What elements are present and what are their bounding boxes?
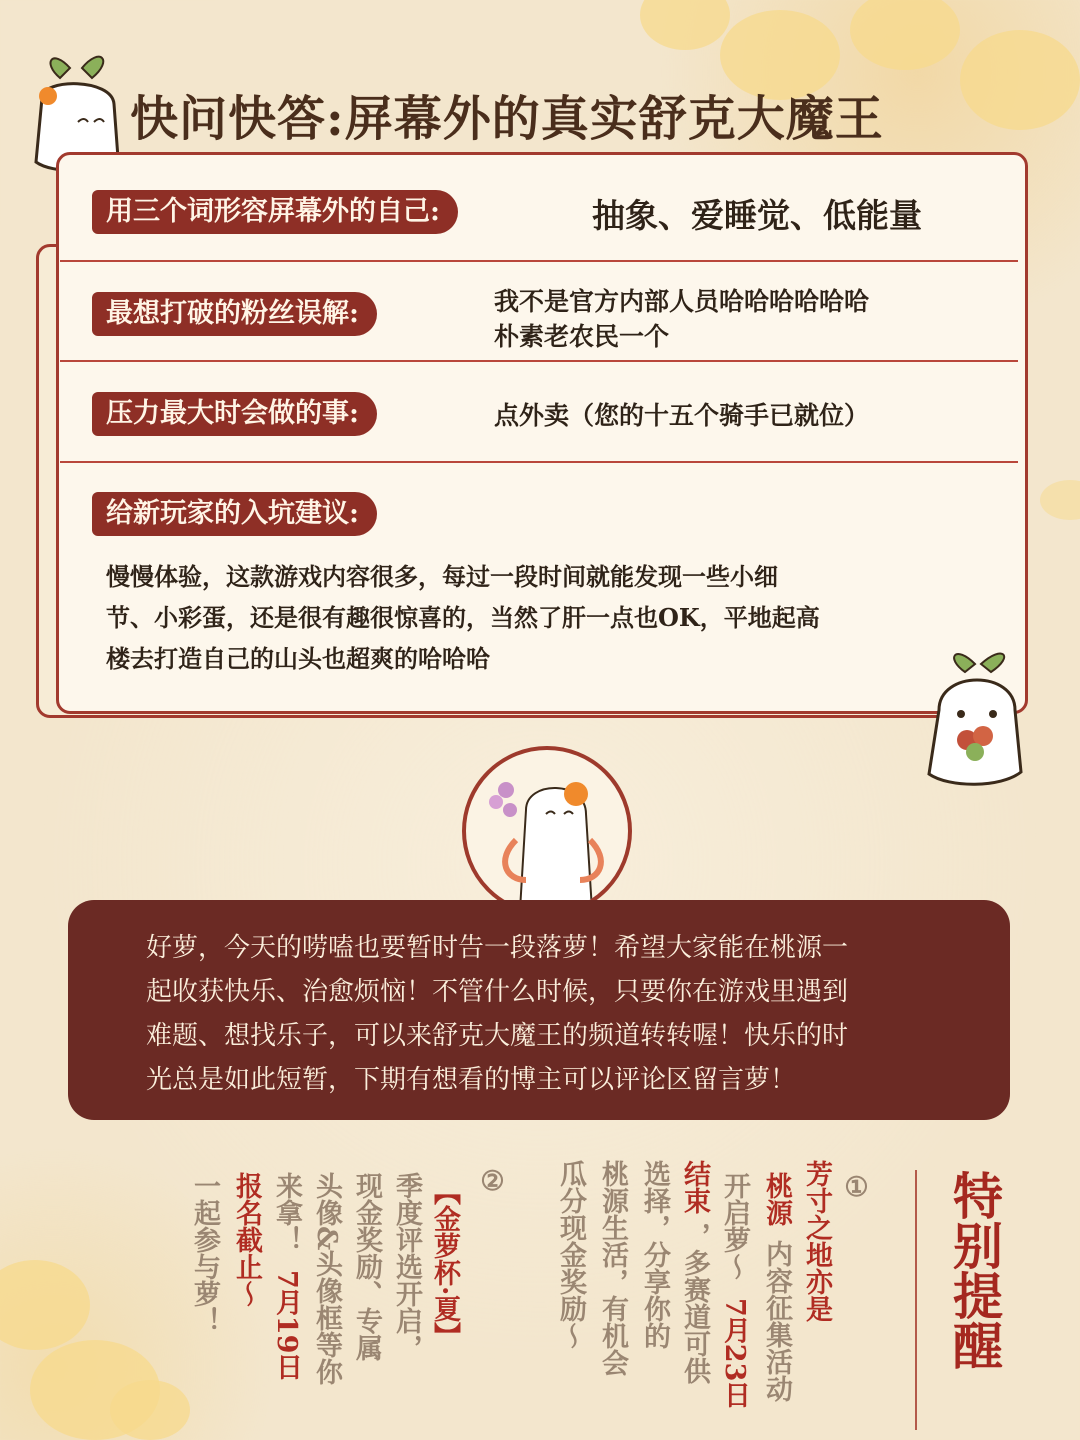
notice-item2-text-b: 现金奖励、专属 — [351, 1172, 382, 1361]
notice-item1-red-a: 芳寸之地亦是 — [801, 1160, 832, 1322]
notice-item1-number: ① — [841, 1172, 872, 1203]
notice-title: 特别提醒 — [945, 1170, 1004, 1370]
notice-item2-text-a: 季度评选开启， — [391, 1172, 422, 1361]
qa-label-3: 压力最大时会做的事: — [92, 392, 377, 436]
notice-divider — [915, 1170, 917, 1430]
notice-item2-number: ② — [477, 1166, 508, 1197]
qa-answer-4-line3: 楼去打造自己的山头也超爽的哈哈哈 — [106, 644, 490, 673]
qa-label-2: 最想打破的粉丝误解: — [92, 292, 377, 336]
notice-item1-text-c: ，多赛道可供 — [679, 1222, 710, 1384]
qa-answer-3: 点外卖（您的十五个骑手已就位） — [494, 401, 870, 430]
notice-item2-red-c: 报名截止～ — [231, 1172, 262, 1307]
mascot-portrait-icon — [466, 750, 628, 912]
page-title: 快问快答:屏幕外的真实舒克大魔王 — [130, 91, 884, 147]
qa-answer-4-line2: 节、小彩蛋，还是很有趣很惊喜的，当然了肝一点也OK，平地起高 — [106, 603, 820, 632]
row-divider — [60, 360, 1018, 362]
notice-item2-text-e: 一起参与萝！ — [189, 1172, 220, 1334]
notice-item1-text-a: 内容征集活动 — [761, 1240, 792, 1402]
row-divider — [60, 461, 1018, 463]
notice-item2-text-d: 来拿！ — [271, 1172, 302, 1253]
row-divider — [60, 260, 1018, 262]
notice-item2-red-b: 7月19日 — [271, 1270, 302, 1381]
notice-item1-text-f: 瓜分现金奖励～ — [555, 1160, 586, 1349]
notice-item1-red-d: 结束 — [679, 1160, 710, 1214]
qa-answer-1: 抽象、爱睡觉、低能量 — [592, 196, 922, 235]
qa-label-4: 给新玩家的入坑建议: — [92, 492, 377, 536]
notice-item2-red-a: 【金萝杯·夏】 — [429, 1178, 460, 1350]
closing-message-line1: 好萝，今天的唠嗑也要暂时告一段落萝！希望大家能在桃源一 — [146, 933, 849, 963]
radish-mascot-flowers-icon — [915, 640, 1035, 790]
closing-message-line3: 难题、想找乐子，可以来舒克大魔王的频道转转喔！快乐的时 — [146, 1021, 849, 1051]
notice-item1-text-b: 开启萝～ — [719, 1172, 750, 1280]
qa-label-1: 用三个词形容屏幕外的自己: — [92, 190, 458, 234]
notice-item1-text-e: 桃源生活，有机会 — [597, 1160, 628, 1376]
notice-item1-red-c: 7月23日 — [719, 1298, 750, 1409]
closing-message-line2: 起收获快乐、治愈烦恼！不管什么时候，只要你在游戏里遇到 — [146, 977, 849, 1007]
notice-item1-text-d: 选择，分享你的 — [639, 1160, 670, 1349]
notice-item1-red-b: 桃源 — [761, 1172, 792, 1226]
closing-message-line4: 光总是如此短暂，下期有想看的博主可以评论区留言萝！ — [146, 1065, 797, 1095]
qa-answer-2-line2: 朴素老农民一个 — [494, 322, 670, 351]
qa-answer-4-line1: 慢慢体验，这款游戏内容很多，每过一段时间就能发现一些小细 — [106, 562, 778, 591]
notice-item2-text-c: 头像&头像框等你 — [311, 1172, 342, 1386]
closing-message — [68, 900, 1010, 1120]
mascot-portrait — [462, 746, 632, 916]
qa-answer-2-line1: 我不是官方内部人员哈哈哈哈哈哈 — [494, 287, 870, 316]
